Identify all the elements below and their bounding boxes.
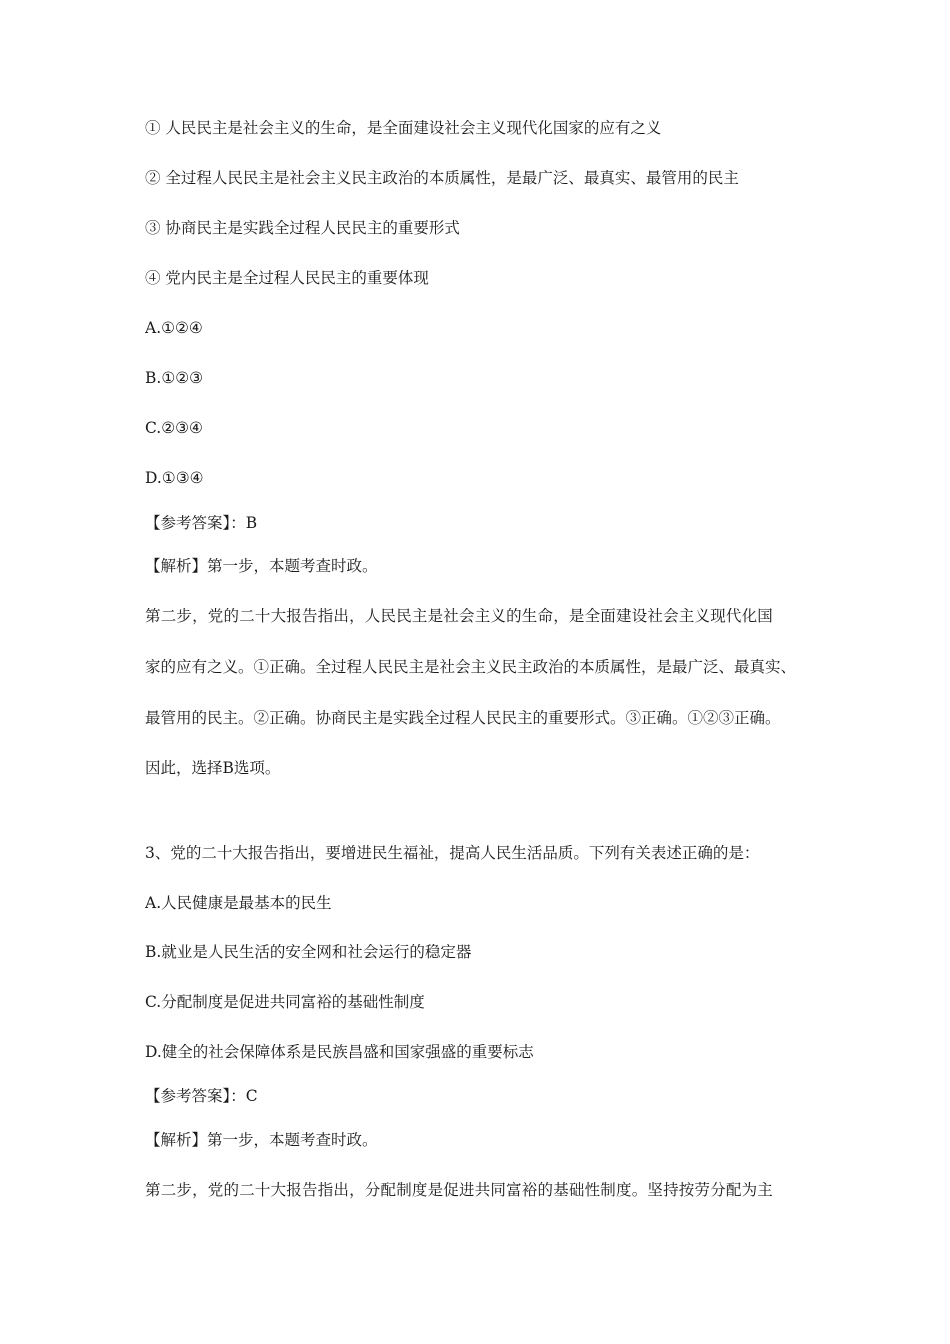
q2-analysis-step1: 【解析】第一步，本题考查时政。 bbox=[145, 557, 378, 575]
q2-analysis-line-1: 第二步，党的二十大报告指出，人民民主是社会主义的生命，是全面建设社会主义现代化国 bbox=[145, 607, 774, 625]
statement-2: ② 全过程人民民主是社会主义民主政治的本质属性，是最广泛、最真实、最管用的民主 bbox=[145, 169, 739, 187]
q2-answer: 【参考答案】：B bbox=[145, 514, 258, 532]
q2-option-a: A.①②④ bbox=[145, 319, 203, 337]
q3-analysis-step1: 【解析】第一步，本题考查时政。 bbox=[145, 1131, 378, 1149]
q2-option-b: B.①②③ bbox=[145, 369, 204, 387]
q3-option-a: A.人民健康是最基本的民生 bbox=[145, 894, 332, 912]
q2-analysis-line-4: 因此，选择B选项。 bbox=[145, 759, 281, 777]
q3-question: 3、党的二十大报告指出，要增进民生福祉，提高人民生活品质。下列有关表述正确的是： bbox=[145, 844, 760, 862]
q3-option-c: C.分配制度是促进共同富裕的基础性制度 bbox=[145, 993, 425, 1011]
statement-1: ① 人民民主是社会主义的生命，是全面建设社会主义现代化国家的应有之义 bbox=[145, 119, 662, 137]
q3-option-b: B.就业是人民生活的安全网和社会运行的稳定器 bbox=[145, 943, 472, 961]
q3-answer: 【参考答案】：C bbox=[145, 1087, 258, 1105]
q2-analysis-line-2: 家的应有之义。①正确。全过程人民民主是社会主义民主政治的本质属性，是最广泛、最真实、 bbox=[145, 658, 797, 676]
statement-4: ④ 党内民主是全过程人民民主的重要体现 bbox=[145, 269, 429, 287]
statement-3: ③ 协商民主是实践全过程人民民主的重要形式 bbox=[145, 219, 460, 237]
q2-option-d: D.①③④ bbox=[145, 469, 204, 487]
q3-analysis-line-1: 第二步，党的二十大报告指出，分配制度是促进共同富裕的基础性制度。坚持按劳分配为主 bbox=[145, 1181, 774, 1199]
q2-option-c: C.②③④ bbox=[145, 419, 203, 437]
q3-option-d: D.健全的社会保障体系是民族昌盛和国家强盛的重要标志 bbox=[145, 1043, 534, 1061]
q2-analysis-line-3: 最管用的民主。②正确。协商民主是实践全过程人民民主的重要形式。③正确。①②③正确。 bbox=[145, 709, 781, 727]
